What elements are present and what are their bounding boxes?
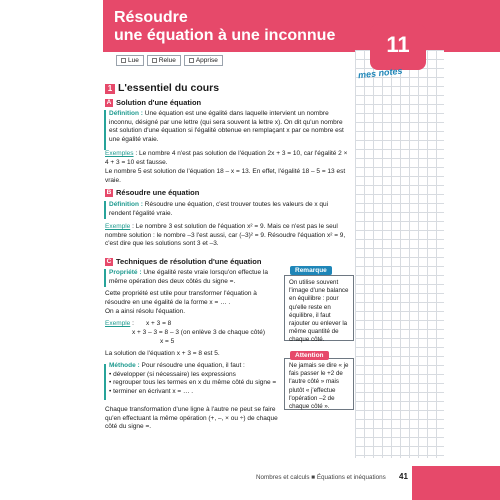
page-number: 41: [399, 472, 408, 481]
reading-status: [116, 55, 223, 66]
property-bar: [104, 269, 106, 287]
example-label: Exemple: [105, 223, 131, 230]
definition-bar: [104, 201, 106, 219]
definition-label: Définition :: [109, 201, 143, 208]
checkbox-icon[interactable]: [152, 58, 157, 63]
remarque-box: [284, 275, 354, 344]
remarque-tag: Remarque: [290, 266, 332, 275]
attention-text: Ne jamais se dire « je fais passer le +2 de l'autre côté » mais plutôt « j'effectue l'opération –2 de chaque côté ».: [289, 362, 349, 411]
subsection-letter-b: B: [106, 189, 112, 196]
usage-c: Cette propriété est utile pour transformer l'équation à résoudre en une égalité de la forme x = … .: [105, 290, 257, 306]
status-label: Relue: [158, 57, 176, 64]
attention-tag: Attention: [290, 351, 329, 360]
method-step-1: • développer (si nécessaire) les expressions: [109, 370, 236, 378]
method-step-3: • terminer en écrivant x = … .: [109, 388, 194, 396]
notes-label: mes notes: [357, 65, 403, 81]
title-line-1: Résoudre: [114, 9, 188, 26]
footer-text: Nombres et calculs ■ Équations et inéquations: [256, 474, 386, 481]
method-bar: [104, 364, 106, 400]
example-c-label: Exemple :: [105, 320, 134, 327]
subsection-title-b: Résoudre une équation: [116, 188, 200, 197]
status-apprise[interactable]: [184, 55, 223, 66]
title-line-2: une équation à une inconnue: [114, 27, 336, 44]
equation-line-3: x = 5: [160, 338, 175, 345]
example-text: : Le nombre 3 est solution de l'équation x² = 9. Mais ce n'est pas le seul nombre solution : le nombre –3 l'est aussi, car (–3)² = 9. Résoudre l'équation x² = 9, c'est dire que les solutions sont 3 et –3.: [105, 223, 346, 248]
example-label: Exemple: [105, 320, 131, 327]
notes-grid[interactable]: [355, 50, 444, 458]
status-lue[interactable]: [116, 55, 144, 66]
subsection-title-c: Techniques de résolution d'une équation: [116, 257, 262, 266]
examples-text: : Le nombre 4 n'est pas solution de l'équation 2x + 3 = 10, car l'égalité 2 × 4 + 3 = 10 est fausse.: [105, 150, 348, 166]
status-relue[interactable]: [147, 55, 181, 66]
checkbox-icon[interactable]: [189, 58, 194, 63]
method-label: Méthode :: [109, 362, 140, 369]
equation-line-1: x + 3 = 8: [146, 320, 172, 327]
section-number: 1: [105, 84, 115, 94]
solution-c: La solution de l'équation x + 3 = 8 est 5.: [105, 350, 220, 357]
definition-text: Résoudre une équation, c'est trouver toutes les valeurs de x qui rendent l'égalité vraie.: [109, 201, 329, 217]
subsection-title-a: Solution d'une équation: [116, 98, 202, 107]
method-c: [109, 362, 284, 397]
status-label: Lue: [128, 57, 139, 64]
examples-label: Exemples: [105, 150, 134, 157]
subsection-letter-c: C: [106, 258, 112, 265]
status-label: Apprise: [195, 57, 218, 64]
examples-a-2: Le nombre 5 est solution de l'équation 18 – x = 13. En effet, l'égalité 18 – 5 = 13 est vraie.: [105, 168, 346, 184]
example-b: [105, 223, 350, 249]
method-intro: Pour résoudre une équation, il faut :: [139, 362, 245, 369]
definition-b: [109, 201, 349, 218]
definition-label: Définition :: [109, 110, 143, 117]
footer-accent: [412, 466, 500, 500]
method-step-2: • regrouper tous les termes en x du même côté du signe =: [109, 379, 277, 387]
property-text: Une égalité reste vraie lorsqu'on effectue la même opération des deux côtés du signe =.: [109, 269, 269, 285]
chapter-number: 11: [386, 32, 410, 57]
page-title: [114, 9, 335, 45]
definition-text: Une équation est une égalité dans laquelle intervient un nombre inconnu, désigné par une lettre (qui sera souvent la lettre x). On dit qu'un nombre est solution d'une équation si l'égalité obtenue en remplaçant x par ce nombre est une égalité vraie.: [109, 110, 344, 144]
property-label: Propriété :: [109, 269, 142, 276]
solved-c: On a ainsi résolu l'équation.: [105, 308, 186, 315]
definition-a: [109, 110, 349, 145]
method-outro: Chaque transformation d'une ligne à l'autre ne peut se faire qu'en effectuant la même opération (+, –, × ou ÷) de chaque côté du signe =.: [105, 406, 278, 431]
section-title: L'essentiel du cours: [118, 82, 220, 94]
equation-line-2: x + 3 – 3 = 8 – 3 (on enlève 3 de chaque côté): [132, 329, 265, 336]
subsection-letter-a: A: [106, 99, 112, 106]
definition-bar: [104, 110, 106, 150]
examples-a: [105, 150, 350, 167]
property-c: [109, 269, 279, 286]
checkbox-icon[interactable]: [121, 58, 126, 63]
attention-box: [284, 358, 354, 410]
remarque-text: On utilise souvent l'image d'une balance en équilibre : pour qu'elle reste en équilibre, il faut rajouter ou enlever la même quantité de chaque côté.: [289, 279, 349, 344]
